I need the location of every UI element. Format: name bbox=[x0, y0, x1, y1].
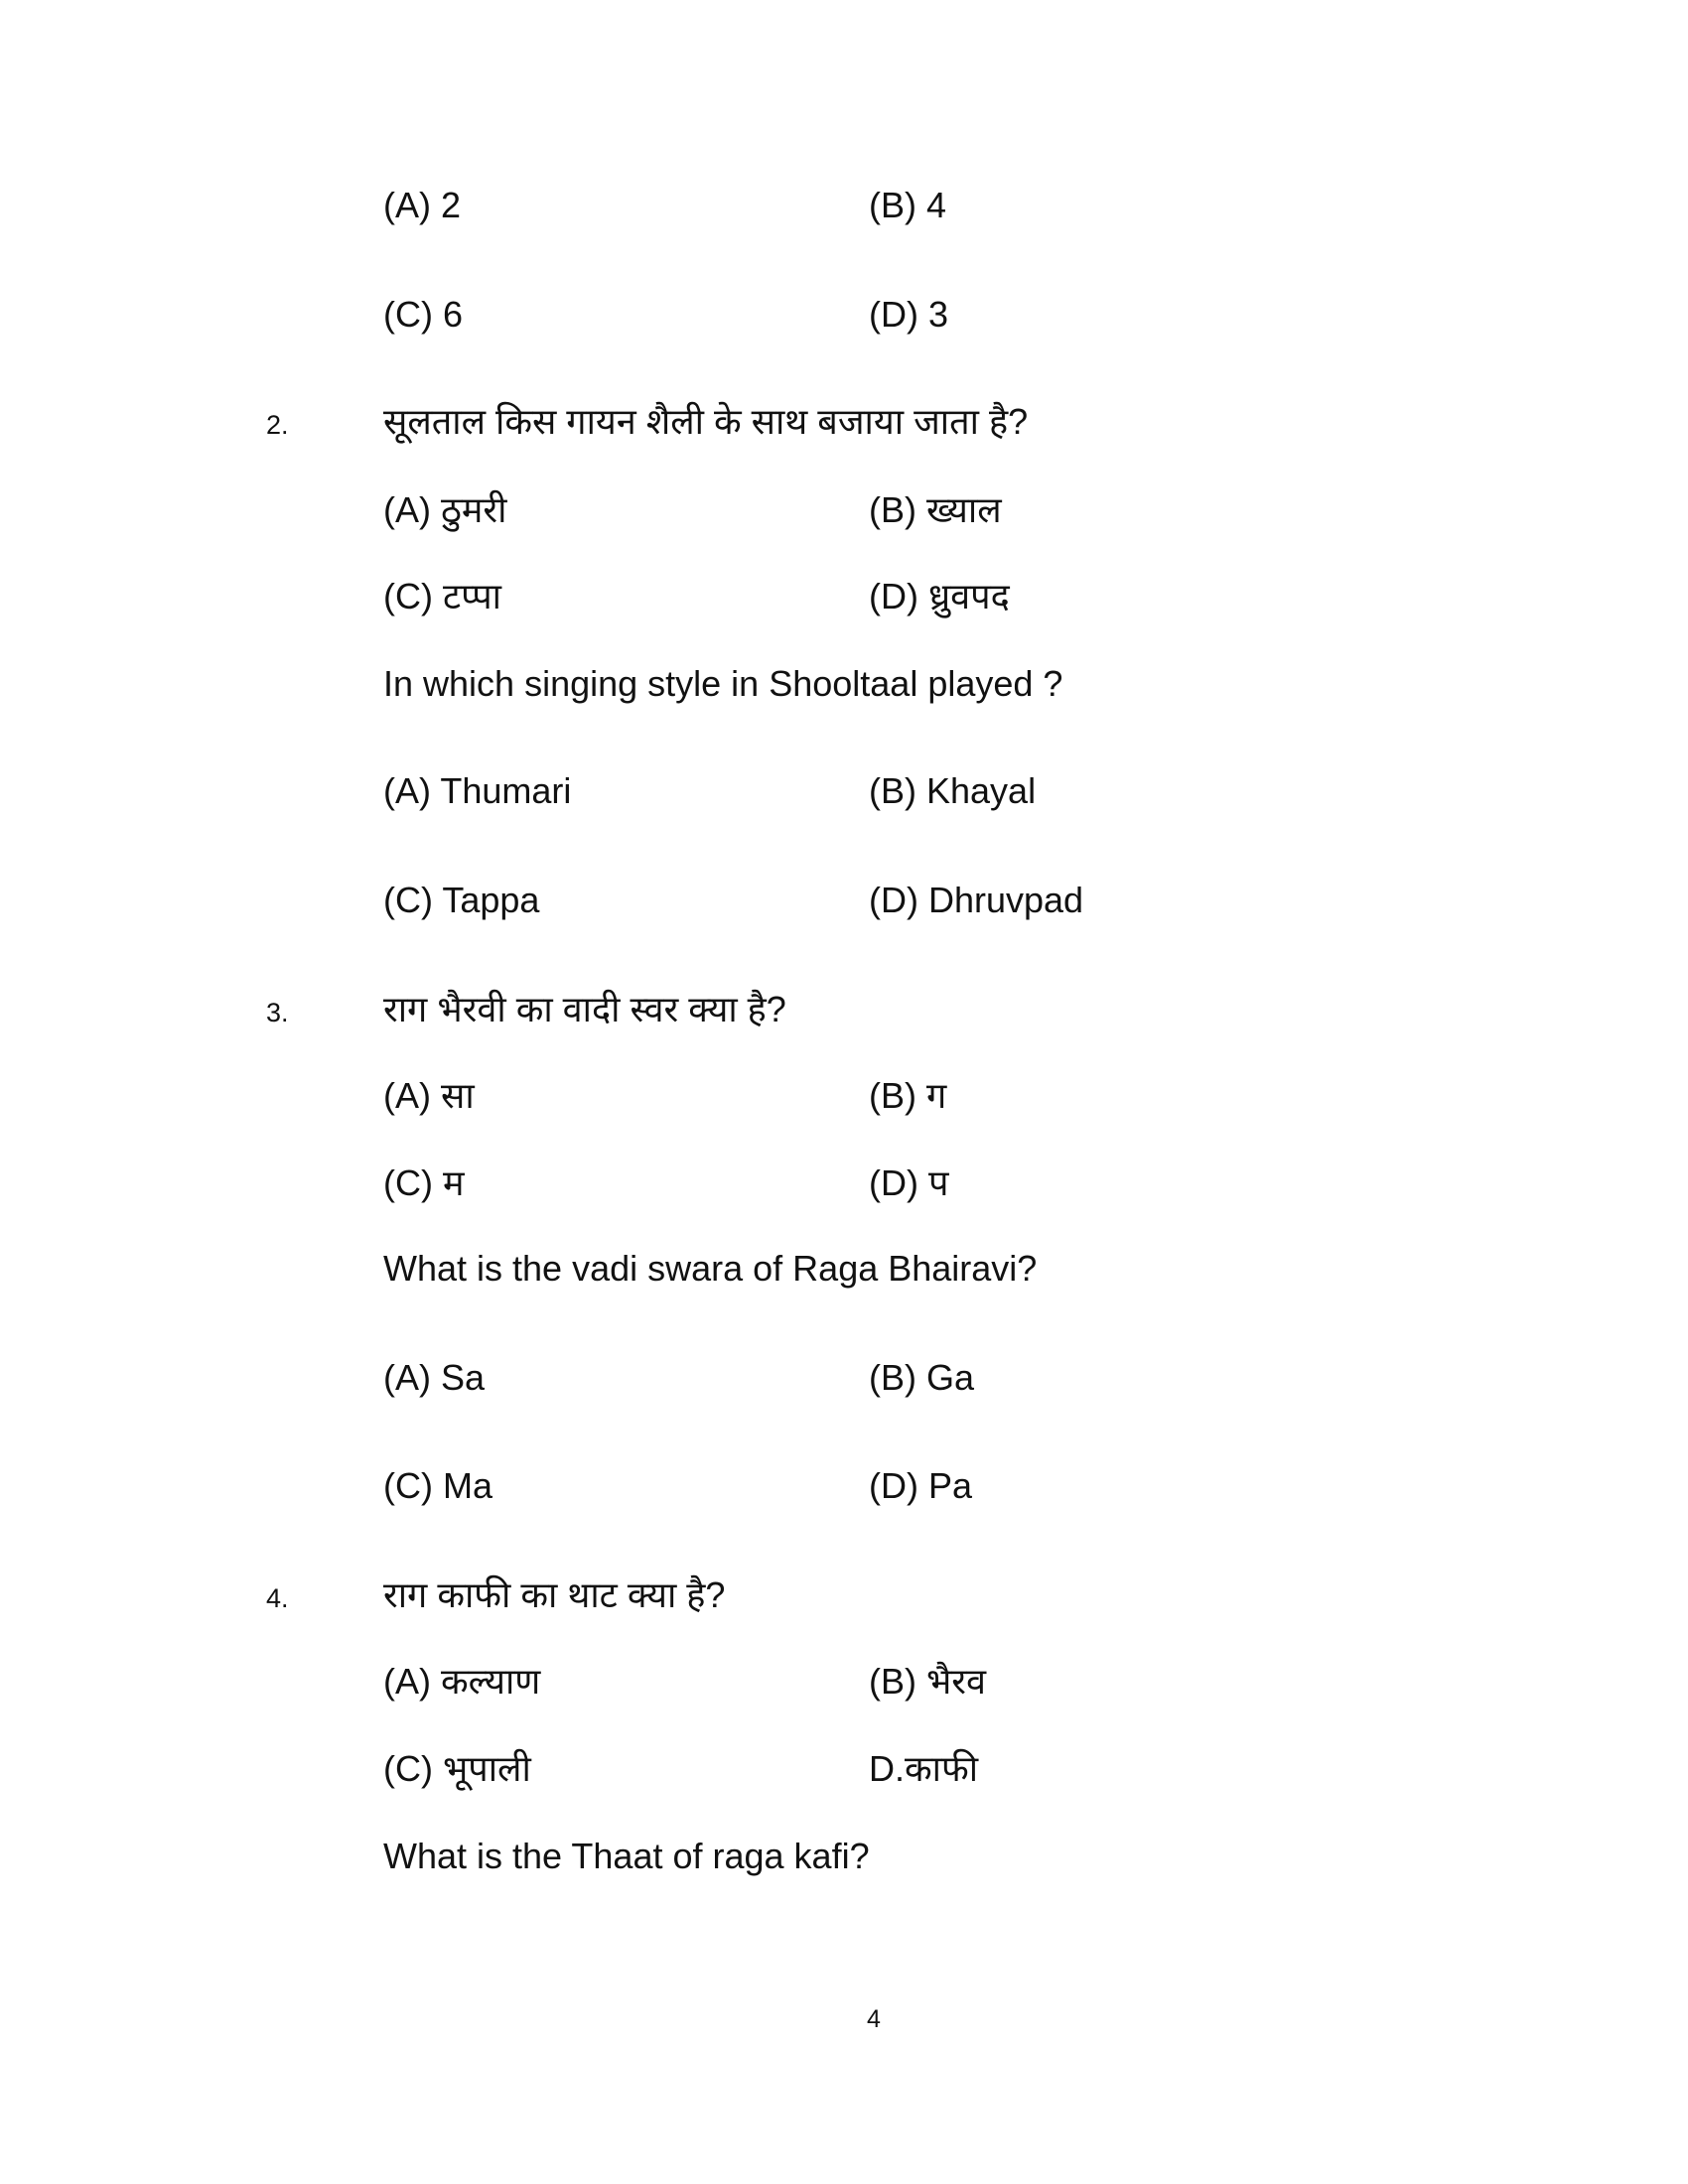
option-b: (B) 4 bbox=[869, 185, 947, 225]
english-question: What is the vadi swara of Raga Bhairavi? bbox=[383, 1248, 1038, 1289]
english-option-d: (D) Dhruvpad bbox=[869, 880, 1084, 920]
english-option-c: (C) Tappa bbox=[383, 880, 540, 920]
question-number: 4. bbox=[266, 1583, 289, 1613]
question-number: 2. bbox=[266, 410, 289, 440]
english-option-b: (B) Ga bbox=[869, 1357, 975, 1398]
hindi-question: सूलताल किस गायन शैली के साथ बजाया जाता है? bbox=[383, 401, 1029, 442]
english-option-b: (B) Khayal bbox=[869, 770, 1037, 811]
option-c: (C) 6 bbox=[383, 294, 463, 335]
english-option-d: (D) Pa bbox=[869, 1465, 973, 1506]
hindi-option-d: D.काफी bbox=[869, 1748, 979, 1789]
english-question: In which singing style in Shooltaal played ? bbox=[383, 663, 1063, 704]
hindi-option-b: (B) ख्याल bbox=[869, 489, 1002, 530]
hindi-option-d: (D) प bbox=[869, 1162, 949, 1203]
english-option-c: (C) Ma bbox=[383, 1465, 492, 1506]
english-option-a: (A) Thumari bbox=[383, 770, 572, 811]
hindi-option-a: (A) सा bbox=[383, 1075, 475, 1116]
hindi-option-c: (C) टप्पा bbox=[383, 576, 501, 616]
hindi-option-c: (C) म bbox=[383, 1162, 465, 1203]
hindi-option-b: (B) भैरव bbox=[869, 1661, 987, 1702]
hindi-option-b: (B) ग bbox=[869, 1075, 947, 1116]
hindi-option-a: (A) ठुमरी bbox=[383, 489, 507, 530]
hindi-option-a: (A) कल्याण bbox=[383, 1661, 541, 1702]
hindi-question: राग काफी का थाट क्या है? bbox=[383, 1574, 726, 1615]
hindi-option-c: (C) भूपाली bbox=[383, 1748, 531, 1789]
option-a: (A) 2 bbox=[383, 185, 462, 225]
option-d: (D) 3 bbox=[869, 294, 948, 335]
page-number: 4 bbox=[867, 2005, 881, 2033]
english-question: What is the Thaat of raga kafi? bbox=[383, 1836, 870, 1876]
english-option-a: (A) Sa bbox=[383, 1357, 486, 1398]
hindi-option-d: (D) ध्रुवपद bbox=[869, 576, 1010, 616]
question-number: 3. bbox=[266, 998, 289, 1027]
hindi-question: राग भैरवी का वादी स्वर क्या है? bbox=[383, 989, 786, 1029]
